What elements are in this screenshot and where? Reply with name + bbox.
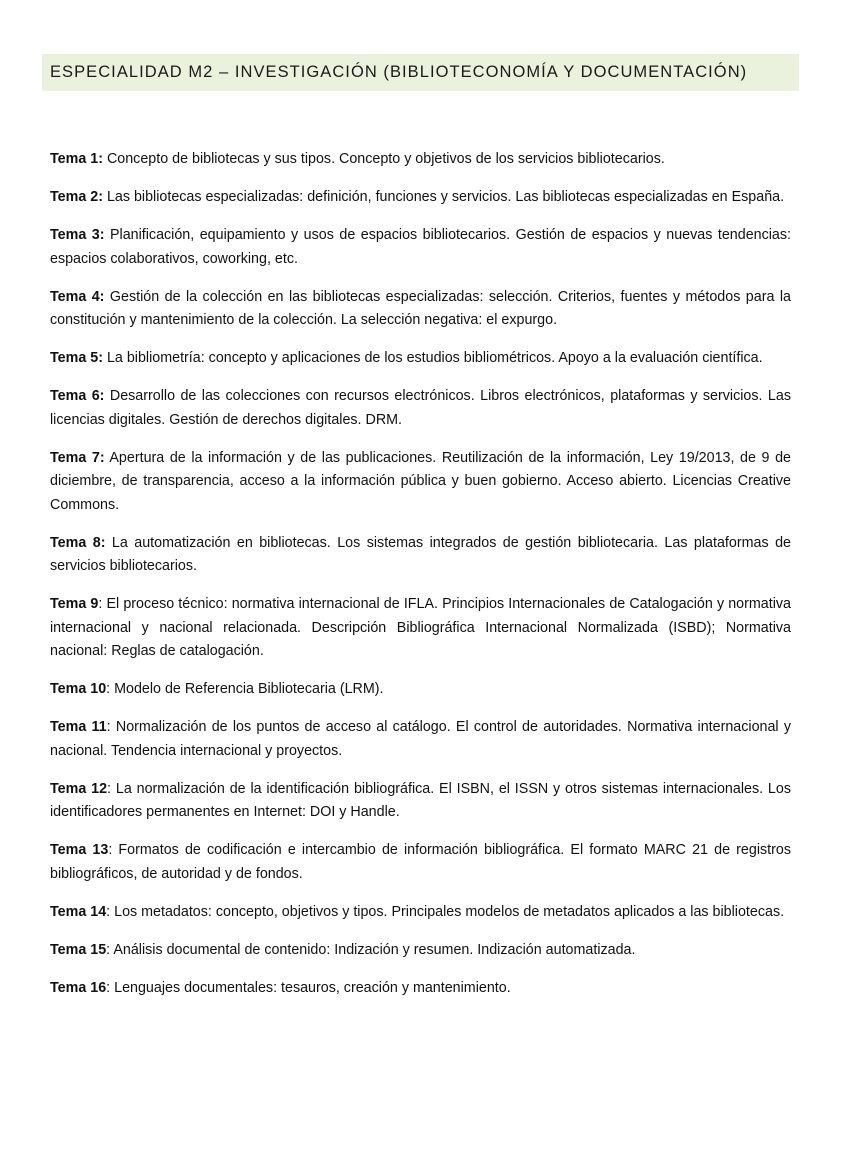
tema-item <box>50 286 791 333</box>
tema-text: : Modelo de Referencia Bibliotecaria (LRM). <box>106 681 384 697</box>
tema-item <box>50 593 791 664</box>
tema-text: Planificación, equipamiento y usos de espacios bibliotecarios. Gestión de espacios y nuevas tendencias: espacios colaborativos, coworking, etc. <box>50 227 791 267</box>
tema-text: La automatización en bibliotecas. Los sistemas integrados de gestión bibliotecaria. Las plataformas de servicios bibliotecarios. <box>50 534 791 574</box>
tema-text: : La normalización de la identificación bibliográfica. El ISBN, el ISSN y otros sistemas internacionales. Los identificadores permanentes en Internet: DOI y Handle. <box>50 780 791 820</box>
tema-label: Tema 14 <box>50 903 107 920</box>
tema-label: Tema 5: <box>50 350 103 366</box>
tema-item <box>50 977 791 1001</box>
section-title: ESPECIALIDAD M2 – INVESTIGACIÓN (BIBLIOTECONOMÍA Y DOCUMENTACIÓN) <box>50 63 748 81</box>
tema-item <box>50 939 791 963</box>
tema-text: : Los metadatos: concepto, objetivos y tipos. Principales modelos de metadatos aplicados a las bibliotecas. <box>106 903 785 920</box>
tema-text: La bibliometría: concepto y aplicaciones de los estudios bibliométricos. Apoyo a la evaluación científica. <box>102 350 763 366</box>
tema-label: Tema 9 <box>50 596 99 612</box>
tema-text: : Análisis documental de contenido: Indización y resumen. Indización automatizada. <box>106 941 636 958</box>
tema-item <box>50 716 791 763</box>
tema-label: Tema 8: <box>50 534 106 551</box>
tema-label: Tema 2: <box>50 189 103 205</box>
tema-label: Tema 11 <box>50 719 107 735</box>
tema-text: : Normalización de los puntos de acceso al catálogo. El control de autoridades. Normativa internacional y nacional. Tendencia internacional y proyectos. <box>50 719 791 759</box>
tema-item <box>50 224 791 271</box>
tema-label: Tema 7: <box>50 449 105 466</box>
tema-text: Concepto de bibliotecas y sus tipos. Concepto y objetivos de los servicios bibliotecarios. <box>102 151 665 167</box>
tema-item <box>50 186 791 210</box>
tema-item <box>50 447 791 518</box>
tema-label: Tema 16 <box>50 979 107 996</box>
tema-label: Tema 1: <box>50 151 103 167</box>
tema-item <box>50 678 791 702</box>
tema-text: : El proceso técnico: normativa internacional de IFLA. Principios Internacionales de Catalogación y normativa internacional y nacional relacionada. Descripción Bibliográfica Internacional Normalizada (ISBD); Normativa nacional: Reglas de catalogación. <box>50 596 791 659</box>
tema-text: : Lenguajes documentales: tesauros, creación y mantenimiento. <box>106 979 511 996</box>
tema-label: Tema 13 <box>50 842 109 858</box>
tema-text: Desarrollo de las colecciones con recursos electrónicos. Libros electrónicos, plataformas y servicios. Las licencias digitales. Gestión de derechos digitales. DRM. <box>50 388 791 428</box>
tema-label: Tema 10 <box>50 681 107 697</box>
tema-item <box>50 385 791 432</box>
tema-item <box>50 839 791 886</box>
tema-label: Tema 3: <box>50 227 105 243</box>
tema-item <box>50 532 791 579</box>
tema-item <box>50 901 791 925</box>
tema-label: Tema 12 <box>50 780 108 797</box>
tema-item <box>50 347 791 371</box>
section-header <box>42 54 799 91</box>
tema-text: Gestión de la colección en las bibliotecas especializadas: selección. Criterios, fuentes y métodos para la constitución y mantenimiento de la colección. La selección negativa: el expurgo. <box>50 288 791 328</box>
tema-item <box>50 778 791 825</box>
tema-label: Tema 4: <box>50 288 105 305</box>
tema-label: Tema 15 <box>50 941 107 958</box>
tema-label: Tema 6: <box>50 388 105 404</box>
tema-item <box>50 148 791 172</box>
tema-text: Apertura de la información y de las publicaciones. Reutilización de la información, Ley 19/2013, de 9 de diciembre, de transparencia, acceso a la información pública y buen gobierno. Acceso abierto. Licencias Creative Commons. <box>50 449 791 513</box>
tema-text: : Formatos de codificación e intercambio de información bibliográfica. El formato MARC 21 de registros bibliográficos, de autoridad y de fondos. <box>50 842 791 882</box>
temario-list <box>50 148 791 1015</box>
tema-text: Las bibliotecas especializadas: definición, funciones y servicios. Las bibliotecas especializadas en España. <box>102 189 785 205</box>
